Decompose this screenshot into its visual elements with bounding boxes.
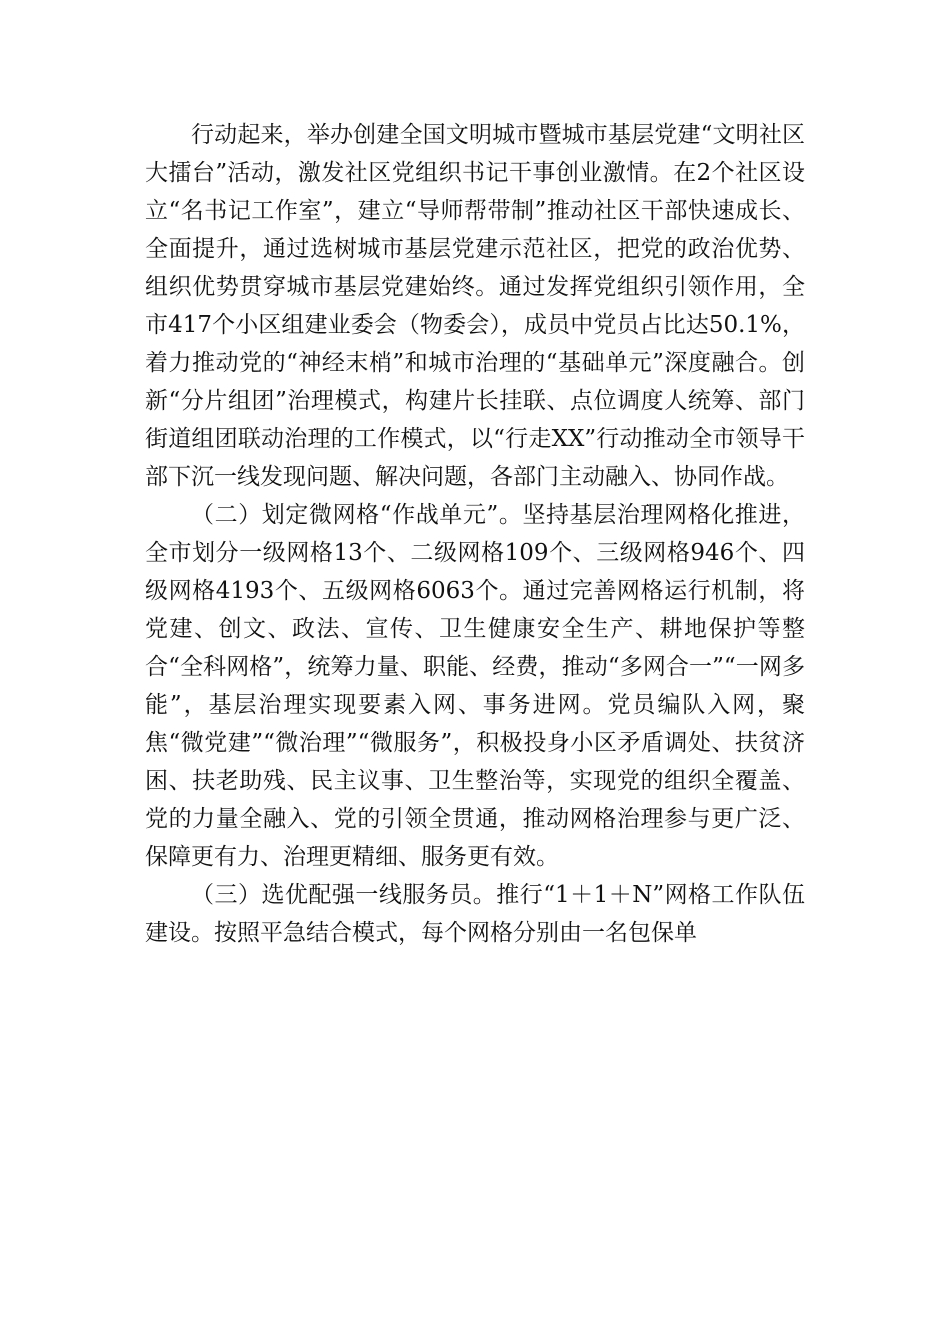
document-body — [145, 116, 805, 952]
paragraph-civilized-community: 行动起来，举办创建全国文明城市暨城市基层党建“文明社区大擂台”活动，激发社区党组织书记干事创业激情。在2个社区设立“名书记工作室”，建立“导师帮带制”推动社区干部快速成长、全面提升，通过选树城市基层党建示范社区，把党的政治优势、组织优势贯穿城市基层党建始终。通过发挥党组织引领作用，全市417个小区组建业委会（物委会），成员中党员占比达50.1%，着力推动党的“神经末梢”和城市治理的“基础单元”深度融合。创新“分片组团”治理模式，构建片长挂联、点位调度人统筹、部门街道组团联动治理的工作模式，以“行走XX”行动推动全市领导干部下沉一线发现问题、解决问题，各部门主动融入、协同作战。 — [145, 122, 805, 490]
paragraph-micro-grid: （二）划定微网格“作战单元”。坚持基层治理网格化推进，全市划分一级网格13个、二级网格109个、三级网格946个、四级网格4193个、五级网格6063个。通过完善网格运行机制，将党建、创文、政法、宣传、卫生健康安全生产、耕地保护等整合“全科网格”，统筹力量、职能、经费，推动“多网合一”“一网多能”，基层治理实现要素入网、事务进网。党员编队入网，聚焦“微党建”“微治理”“微服务”，积极投身小区矛盾调处、扶贫济困、扶老助残、民主议事、卫生整治等，实现党的组织全覆盖、党的力量全融入、党的引领全贯通，推动网格治理参与更广泛、保障更有力、治理更精细、服务更有效。 — [145, 502, 805, 870]
paragraph-service-staff: （三）选优配强一线服务员。推行“1＋1＋N”网格工作队伍建设。按照平急结合模式，每个网格分别由一名包保单 — [145, 882, 805, 946]
